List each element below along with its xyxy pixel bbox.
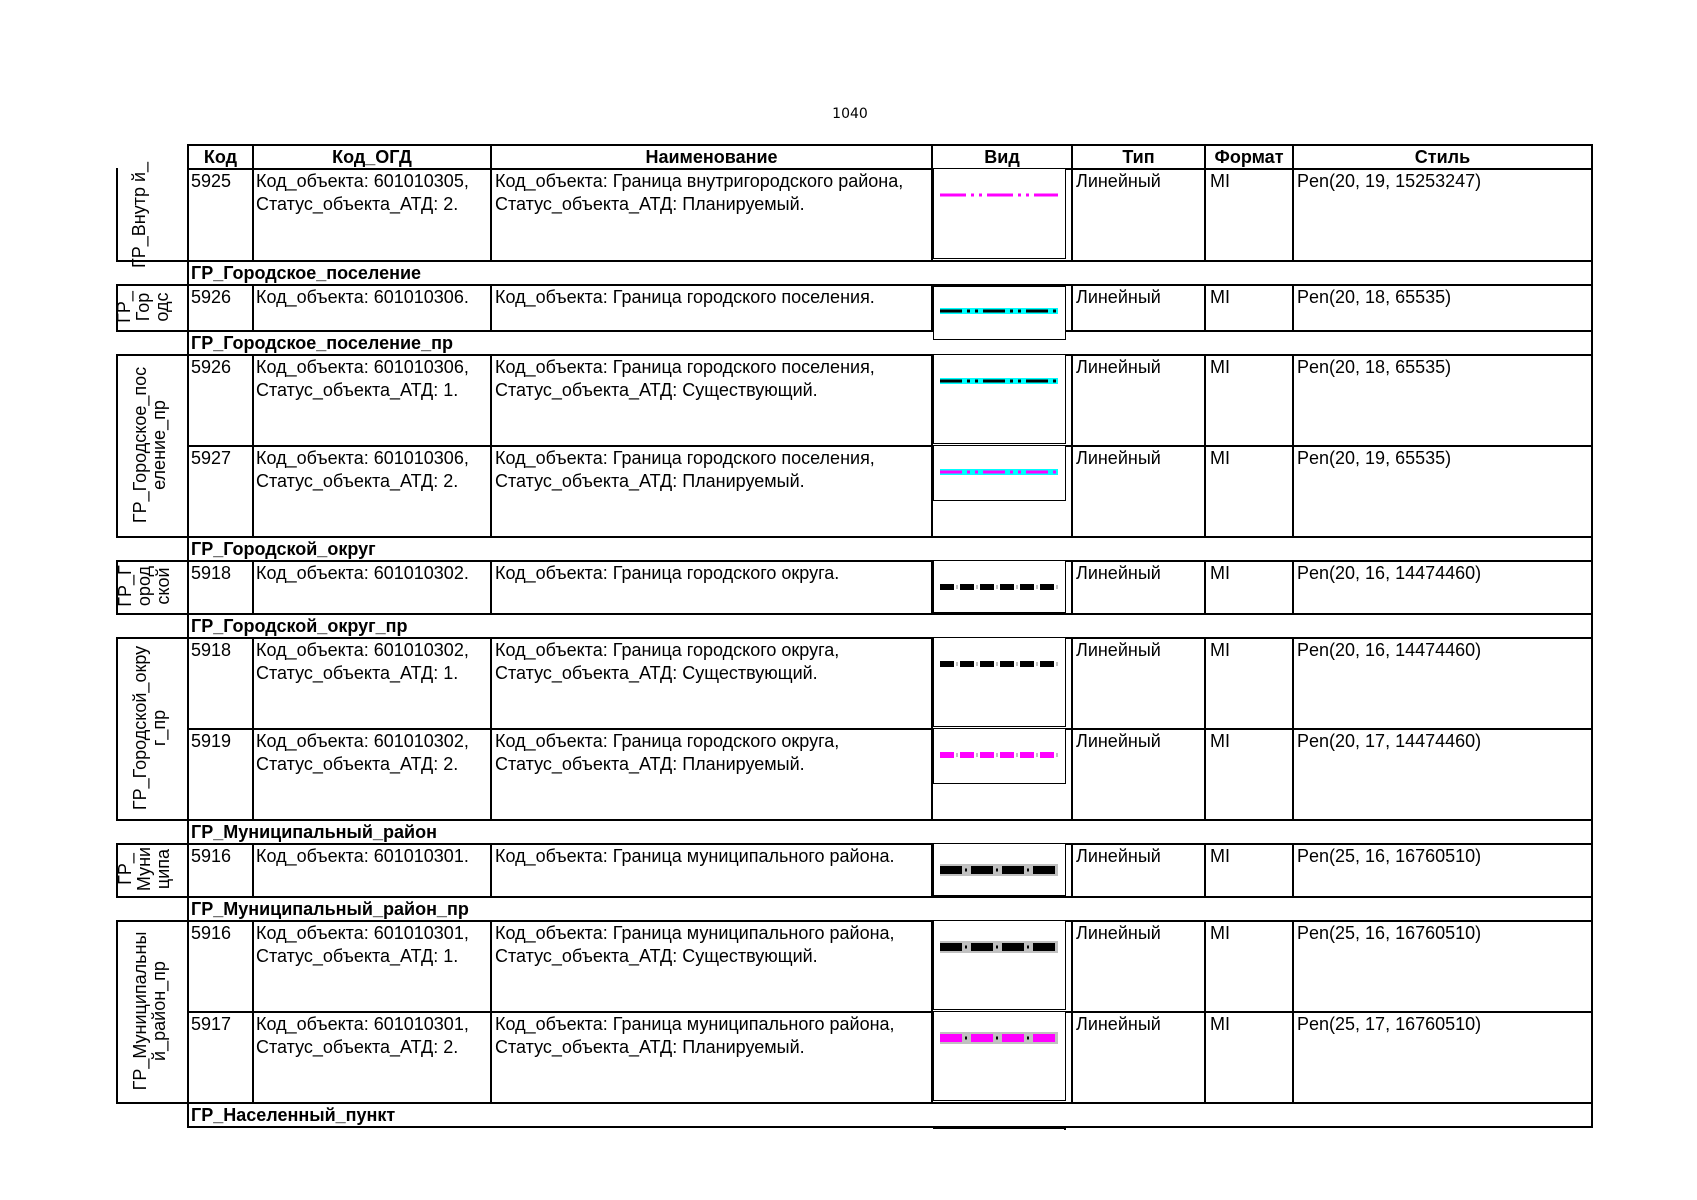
line-style-icon [934,844,1065,895]
page-number: 1040 [832,106,868,122]
cell-name: Статус_объекта_АТД: Существующий. [495,663,818,683]
cell-ogd: Статус_объекта_АТД: 1. [256,380,459,400]
cell-name: Статус_объекта_АТД: Планируемый. [495,754,805,774]
cell-name: Код_объекта: Граница муниципального района. [495,846,895,866]
table-rule [1292,843,1294,896]
cell-tip: Линейный [1076,923,1161,943]
cell-kod: 5927 [191,448,232,468]
table-rule [490,284,492,330]
cell-name: Код_объекта: Граница городского поселения, [495,357,875,377]
cell-tip: Линейный [1076,563,1161,583]
swatch-box [933,222,1066,259]
group-side-label: ГР_Городской_окру г_пр [130,645,169,811]
cell-tip: Линейный [1076,171,1161,191]
cell-name: Статус_объекта_АТД: Существующий. [495,946,818,966]
cell-kod: 5925 [191,171,232,191]
line-style-swatch [933,560,1066,613]
group-title: ГР_Городское_поселение_пр [191,333,453,353]
cell-tip: Линейный [1076,640,1161,660]
table-rule [1071,920,1073,1102]
table-rule [490,637,492,819]
cell-tip: Линейный [1076,287,1161,307]
cell-style: Pen(20, 18, 65535) [1297,287,1452,307]
group-side-label: ГР_Муниципальны й_район_пр [130,931,169,1091]
group-title: ГР_Городское_поселение [191,263,422,283]
line-style-icon [934,729,1065,783]
cell-tip: Линейный [1076,731,1161,751]
table-rule [490,560,492,613]
cell-name: Статус_объекта_АТД: Планируемый. [495,1037,805,1057]
swatch-box [933,408,1066,444]
cell-ogd: Статус_объекта_АТД: 2. [256,754,459,774]
line-style-swatch [933,920,1066,976]
line-style-swatch [933,286,1066,340]
cell-format: MI [1210,287,1230,307]
cell-style: Pen(20, 18, 65535) [1297,357,1452,377]
group-side-label: ГР_Г ород ской [115,565,173,607]
header-name: Наименование [645,147,778,167]
table-rule [1071,284,1073,330]
table-rule [490,354,492,536]
cell-name: Код_объекта: Граница городского поселения. [495,287,875,307]
cell-ogd: Код_объекта: 601010301. [256,846,469,866]
cell-ogd: Код_объекта: 601010306. [256,287,469,307]
line-style-swatch [933,728,1066,784]
cell-name: Статус_объекта_АТД: Существующий. [495,380,818,400]
cell-style: Pen(20, 19, 65535) [1297,448,1452,468]
table-rule [1064,1126,1066,1130]
line-style-icon [934,169,1065,223]
cell-ogd: Статус_объекта_АТД: 1. [256,946,459,966]
cell-format: MI [1210,846,1230,866]
cell-tip: Линейный [1076,846,1161,866]
table-rule [1292,637,1294,819]
table-rule [116,168,118,260]
header-tip: Тип [1122,147,1155,167]
table-rule [252,354,254,536]
group-side-label: ГР_Внутр й_ [129,161,149,269]
line-style-swatch [933,168,1066,224]
cell-ogd: Код_объекта: 601010302. [256,563,469,583]
cell-tip: Линейный [1076,1014,1161,1034]
table-rule [252,560,254,613]
cell-ogd: Код_объекта: 601010306, [256,448,469,468]
cell-ogd: Статус_объекта_АТД: 2. [256,194,459,214]
table-rule [490,920,492,1102]
cell-format: MI [1210,640,1230,660]
table-rule [1292,354,1294,536]
cell-name: Статус_объекта_АТД: Планируемый. [495,194,805,214]
cell-style: Pen(25, 17, 16760510) [1297,1014,1482,1034]
table-rule [116,637,118,819]
line-style-icon [934,446,1065,500]
cell-style: Pen(20, 16, 14474460) [1297,563,1482,583]
table-rule [1292,284,1294,330]
cell-ogd: Статус_объекта_АТД: 1. [256,663,459,683]
table-rule [1071,560,1073,613]
cell-name: Код_объекта: Граница городского округа. [495,563,840,583]
table-rule [1204,637,1206,819]
cell-ogd: Код_объекта: 601010302, [256,731,469,751]
group-side-label: ГР_ Гор одс [114,291,172,323]
table-rule [933,1128,1064,1129]
swatch-box [933,974,1066,1010]
header-kod: Код [203,147,238,167]
cell-name: Код_объекта: Граница городского округа, [495,731,840,751]
line-style-swatch [933,445,1066,501]
cell-ogd: Код_объекта: 601010305, [256,171,469,191]
table-rule [252,920,254,1102]
cell-ogd: Код_объекта: 601010301, [256,923,469,943]
cell-kod: 5926 [191,357,232,377]
header-format: Формат [1214,147,1284,167]
cell-format: MI [1210,1014,1230,1034]
header-kod-ogd: Код_ОГД [332,147,412,167]
cell-format: MI [1210,923,1230,943]
table-rule [1292,920,1294,1102]
table-rule [116,920,118,1102]
cell-ogd: Статус_объекта_АТД: 2. [256,1037,459,1057]
cell-kod: 5919 [191,731,232,751]
table-rule [1204,843,1206,896]
table-rule [1204,560,1206,613]
group-title: ГР_Городской_округ [191,539,376,559]
cell-kod: 5918 [191,563,232,583]
table-rule [252,284,254,330]
line-style-icon [934,921,1065,975]
cell-format: MI [1210,171,1230,191]
cell-style: Pen(20, 19, 15253247) [1297,171,1482,191]
group-title: ГР_Населенный_пункт [191,1105,396,1125]
cell-style: Pen(20, 17, 14474460) [1297,731,1482,751]
table-rule [1071,354,1073,536]
cell-name: Код_объекта: Граница муниципального района, [495,923,895,943]
cell-tip: Линейный [1076,357,1161,377]
cell-style: Pen(25, 16, 16760510) [1297,846,1482,866]
cell-tip: Линейный [1076,448,1161,468]
table-rule [187,1126,1593,1128]
table-rule [1071,637,1073,819]
table-rule [1591,144,1593,1128]
table-rule [1071,843,1073,896]
swatch-box [933,691,1066,727]
table-rule [1204,920,1206,1102]
group-title: ГР_Муниципальный_район_пр [191,899,469,919]
cell-name: Код_объекта: Граница городского округа, [495,640,840,660]
table-rule [1204,354,1206,536]
line-style-swatch [933,843,1066,896]
table-rule [187,144,189,1128]
cell-ogd: Статус_объекта_АТД: 2. [256,471,459,491]
cell-name: Код_объекта: Граница городского поселения, [495,448,875,468]
line-style-icon [934,1012,1065,1066]
cell-style: Pen(25, 16, 16760510) [1297,923,1482,943]
table-rule [1292,560,1294,613]
line-style-swatch [933,1011,1066,1067]
line-style-icon [934,561,1065,612]
cell-kod: 5917 [191,1014,232,1034]
cell-style: Pen(20, 16, 14474460) [1297,640,1482,660]
cell-format: MI [1210,563,1230,583]
cell-format: MI [1210,448,1230,468]
cell-ogd: Код_объекта: 601010301, [256,1014,469,1034]
cell-name: Код_объекта: Граница внутригородского района, [495,171,904,191]
group-title: ГР_Муниципальный_район [191,822,437,842]
cell-format: MI [1210,731,1230,751]
cell-kod: 5916 [191,923,232,943]
table-rule [490,843,492,896]
header-style: Стиль [1414,147,1471,167]
table-rule [252,843,254,896]
line-style-icon [934,355,1065,409]
table-rule [1204,284,1206,330]
table-rule [252,637,254,819]
group-side-label: ГР_Городское_пос еление_пр [130,366,169,524]
cell-kod: 5918 [191,640,232,660]
line-style-icon [934,287,1065,339]
cell-format: MI [1210,357,1230,377]
line-style-swatch [933,637,1066,693]
swatch-box [933,1065,1066,1101]
cell-ogd: Код_объекта: 601010302, [256,640,469,660]
header-vid: Вид [984,147,1020,167]
group-title: ГР_Городской_округ_пр [191,616,408,636]
line-style-icon [934,638,1065,692]
group-side-label: ГР_ Муни ципа [115,846,173,892]
cell-name: Статус_объекта_АТД: Планируемый. [495,471,805,491]
cell-kod: 5926 [191,287,232,307]
cell-name: Код_объекта: Граница муниципального района, [495,1014,895,1034]
table-rule [116,354,118,536]
cell-ogd: Код_объекта: 601010306, [256,357,469,377]
line-style-swatch [933,354,1066,410]
cell-kod: 5916 [191,846,232,866]
